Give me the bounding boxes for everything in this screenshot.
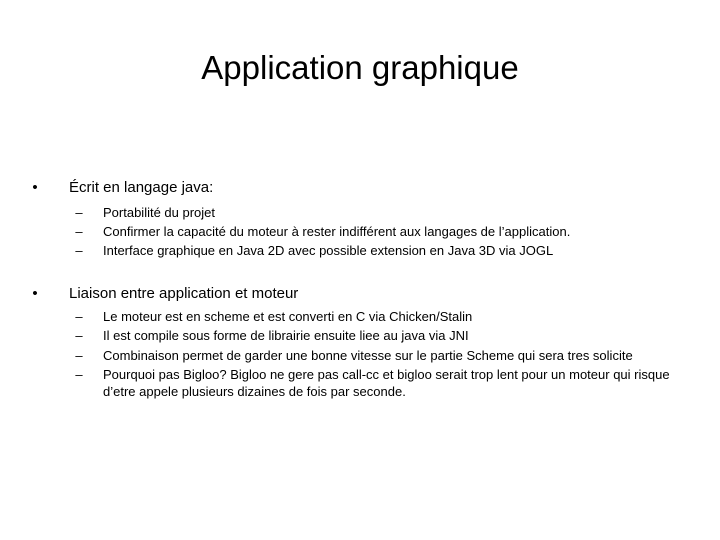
sub-marker: – — [75, 205, 83, 220]
sub-item-text: Combinaison permet de garder une bonne vitesse sur le partie Scheme qui sera tres solicite — [103, 348, 633, 363]
sub-marker: – — [75, 224, 83, 239]
sub-item-text: Confirmer la capacité du moteur à rester indifférent aux langages de l’application. — [103, 224, 571, 239]
bullet-text: Écrit en langage java: — [69, 179, 214, 196]
sub-item-text: Il est compile sous forme de librairie ensuite liee au java via JNI — [103, 328, 469, 343]
sub-item-text: Pourquoi pas Bigloo? Bigloo ne gere pas call-cc et bigloo serait trop lent pour un moteur qui risque d’etre appele plusieurs dizaines de fois par seconde. — [103, 367, 670, 399]
sub-marker: – — [75, 348, 83, 363]
sub-marker: – — [75, 243, 83, 258]
bullet-marker: • — [32, 179, 38, 196]
sub-marker: – — [75, 367, 83, 382]
sub-marker: – — [75, 328, 83, 343]
slide-title: Application graphique — [201, 49, 519, 86]
sub-item-text: Portabilité du projet — [103, 205, 216, 220]
sub-marker: – — [75, 309, 83, 324]
sub-item-text: Le moteur est en scheme et est converti en C via Chicken/Stalin — [103, 309, 473, 324]
bullet-text: Liaison entre application et moteur — [69, 285, 299, 302]
sub-item-text: Interface graphique en Java 2D avec possible extension en Java 3D via JOGL — [103, 243, 554, 258]
bullet-marker: • — [32, 285, 38, 302]
